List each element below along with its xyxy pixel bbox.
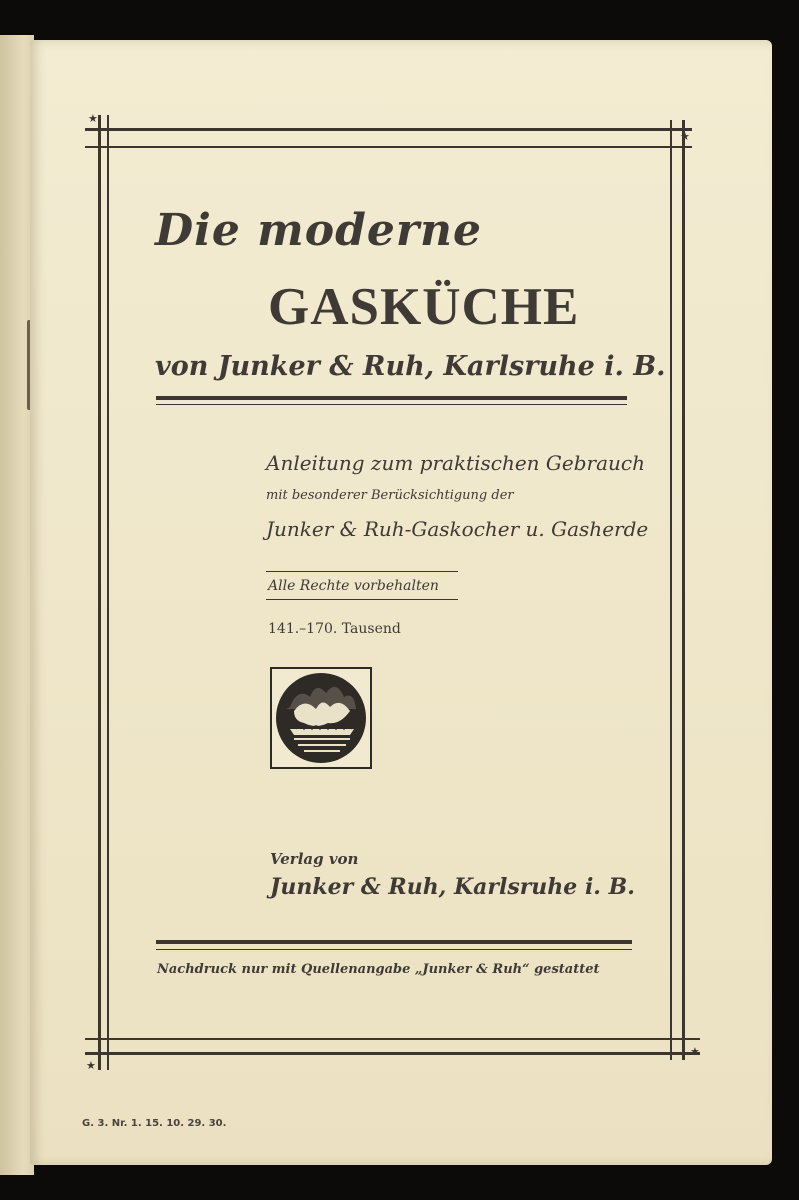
title-line-3: von Junker & Ruh, Karlsruhe i. B. bbox=[155, 351, 666, 382]
rights-rule-bottom bbox=[266, 599, 458, 600]
title-line-1: Die moderne bbox=[155, 205, 483, 256]
title-divider-thick bbox=[156, 396, 627, 400]
left-page-edge bbox=[0, 35, 34, 1175]
edition-count: 141.–170. Tausend bbox=[268, 621, 401, 637]
rights-rule-top bbox=[266, 571, 458, 572]
publisher-label: Verlag von bbox=[270, 850, 359, 868]
subtitle-line-2: mit besonderer Berücksichtigung der bbox=[266, 488, 514, 503]
footer-divider-thin bbox=[156, 949, 632, 950]
title-main: GASKÜCHE bbox=[268, 278, 580, 336]
frame-top-rule-outer bbox=[85, 128, 692, 131]
print-code: G. 3. Nr. 1. 15. 10. 29. 30. bbox=[82, 1118, 227, 1129]
subtitle-line-3: Junker & Ruh-Gaskocher u. Gasherde bbox=[266, 517, 649, 541]
frame-bottom-rule-inner bbox=[85, 1038, 700, 1040]
rights-notice: Alle Rechte vorbehalten bbox=[268, 578, 439, 594]
frame-left-rule-outer bbox=[98, 115, 101, 1070]
frame-right-rule-outer bbox=[682, 120, 685, 1060]
frame-left-rule-inner bbox=[107, 115, 109, 1070]
star-icon: ★ bbox=[86, 1059, 96, 1072]
reprint-notice: Nachdruck nur mit Quellenangabe „Junker & Ruh“ gestattet bbox=[157, 962, 600, 977]
flame-stove-emblem-icon bbox=[270, 667, 372, 769]
star-icon: ★ bbox=[690, 1045, 700, 1058]
footer-divider-thick bbox=[156, 940, 632, 944]
publisher-name: Junker & Ruh, Karlsruhe i. B. bbox=[270, 874, 635, 900]
star-icon: ★ bbox=[680, 130, 690, 143]
frame-bottom-rule-outer bbox=[85, 1052, 700, 1055]
frame-right-rule-inner bbox=[670, 120, 672, 1060]
frame-top-rule-inner bbox=[85, 146, 692, 148]
title-divider-thin bbox=[156, 404, 627, 405]
subtitle-line-1: Anleitung zum praktischen Gebrauch bbox=[266, 451, 645, 475]
star-icon: ★ bbox=[88, 112, 98, 125]
